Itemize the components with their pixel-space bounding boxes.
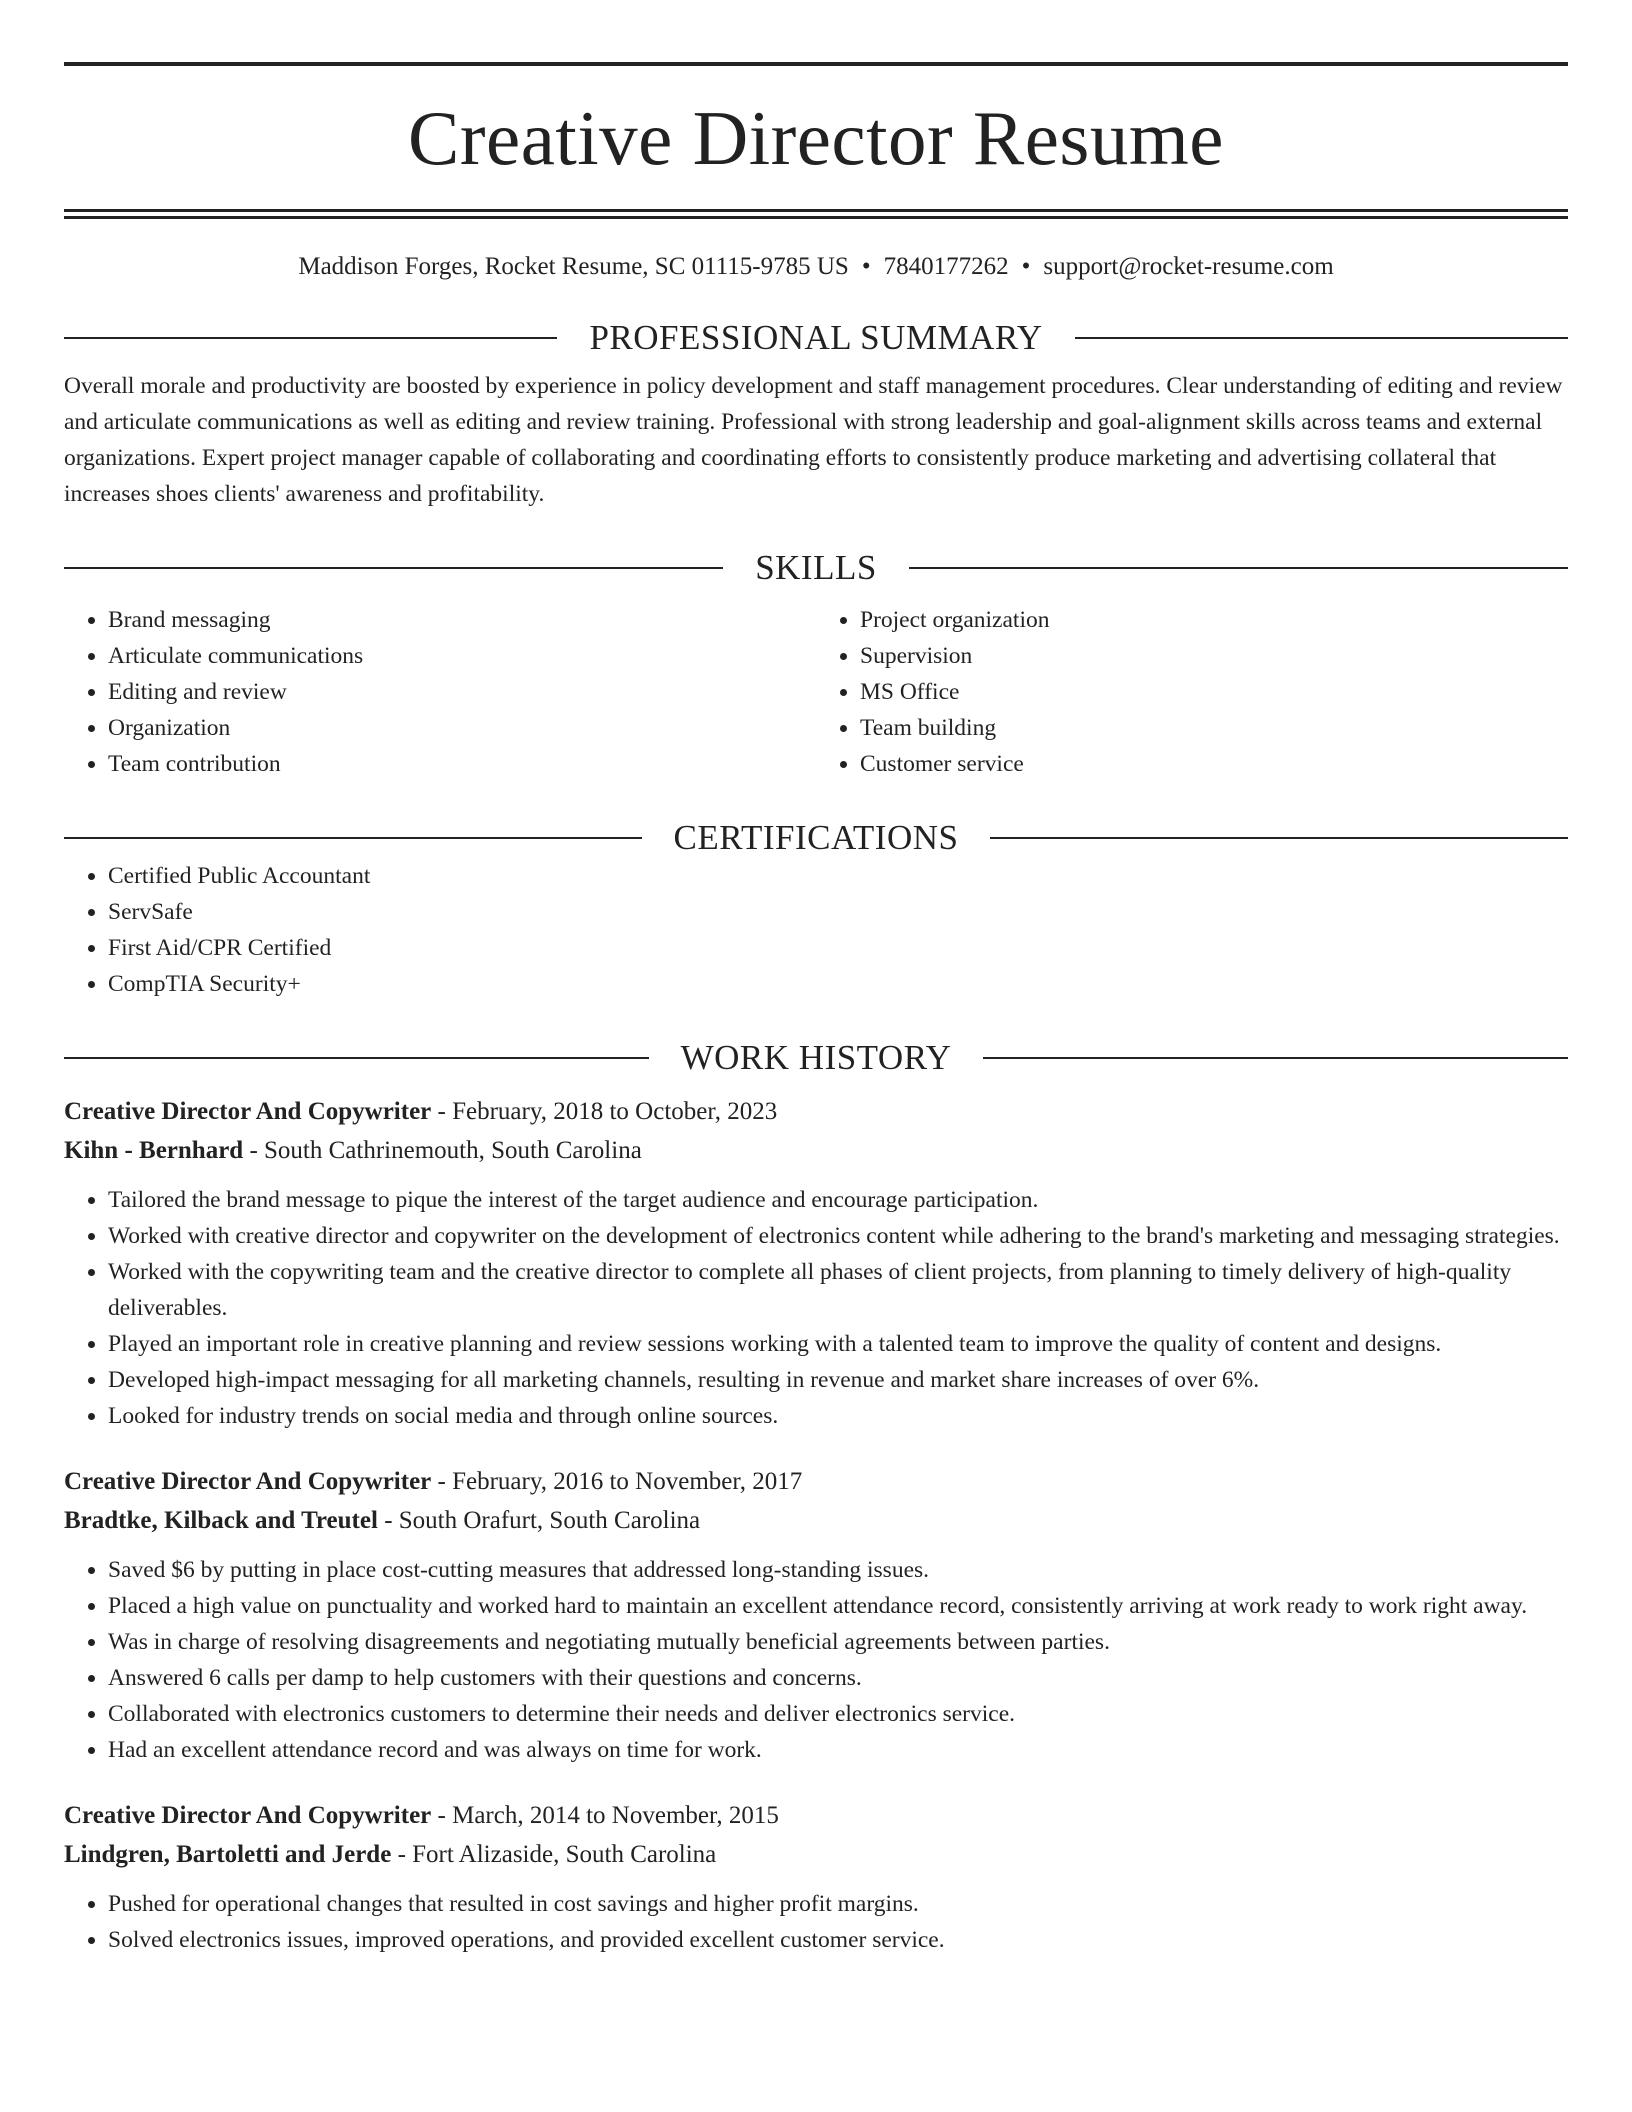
job-entry: [64, 1092, 1568, 1434]
job-title-line: [64, 1796, 1568, 1835]
skill-item: • Team building: [860, 710, 1568, 746]
job-bullet: • Saved $6 by putting in place cost-cutting measures that addressed long-standing issues.: [108, 1552, 1568, 1588]
skill-item: • Customer service: [860, 746, 1568, 782]
job-bullet: • Played an important role in creative planning and review sessions working with a talented team to improve the quality of content and designs.: [108, 1326, 1568, 1362]
skill-item: • Articulate communications: [108, 638, 816, 674]
job-location: - South Orafurt, South Carolina: [377, 1507, 701, 1534]
section-title: SKILLS: [755, 548, 877, 587]
job-bullets: [64, 1886, 1568, 1958]
job-title-line: [64, 1092, 1568, 1131]
heading-rule: [983, 1057, 1568, 1059]
skill-item: • Brand messaging: [108, 602, 816, 638]
job-bullet: • Placed a high value on punctuality and worked hard to maintain an excellent attendance record, consistently arriving at work ready to work right away.: [108, 1588, 1568, 1624]
certification-item: • ServSafe: [108, 894, 1568, 930]
job-company-line: [64, 1501, 1568, 1540]
job-bullets: [64, 1552, 1568, 1768]
contact-line: [64, 252, 1568, 282]
job-company-line: [64, 1835, 1568, 1874]
certifications-list: [64, 858, 1568, 1002]
contact-separator: •: [1021, 253, 1031, 280]
contact-separator: •: [861, 253, 871, 280]
certification-item: • CompTIA Security+: [108, 966, 1568, 1002]
skills-list: [64, 602, 1568, 782]
skills-column-right: [816, 602, 1568, 782]
heading-rule: [64, 567, 723, 569]
job-bullet: • Solved electronics issues, improved operations, and provided excellent customer service.: [108, 1922, 1568, 1958]
section-heading-certifications: [64, 818, 1568, 858]
job-company: Lindgren, Bartoletti and Jerde: [64, 1841, 392, 1868]
job-bullet: • Looked for industry trends on social media and through online sources.: [108, 1398, 1568, 1434]
skill-item: • Team contribution: [108, 746, 816, 782]
heading-rule: [990, 837, 1568, 839]
section-title: WORK HISTORY: [680, 1038, 952, 1077]
heading-rule: [64, 337, 557, 339]
skill-item: • Supervision: [860, 638, 1568, 674]
job-title-line: [64, 1462, 1568, 1501]
heading-rule: [64, 1057, 649, 1059]
section-heading-work-history: [64, 1038, 1568, 1078]
job-bullet: • Collaborated with electronics customers to determine their needs and deliver electronics service.: [108, 1696, 1568, 1732]
job-location: - South Cathrinemouth, South Carolina: [243, 1137, 642, 1164]
job-company: Bradtke, Kilback and Treutel: [64, 1507, 378, 1534]
job-entry: [64, 1796, 1568, 1958]
contact-phone: 7840177262: [883, 253, 1009, 280]
job-bullet: • Answered 6 calls per damp to help customers with their questions and concerns.: [108, 1660, 1568, 1696]
heading-rule: [1075, 337, 1568, 339]
job-location: - Fort Alizaside, South Carolina: [391, 1841, 717, 1868]
skill-item: • Organization: [108, 710, 816, 746]
skill-item: • MS Office: [860, 674, 1568, 710]
certification-item: • First Aid/CPR Certified: [108, 930, 1568, 966]
skill-item: • Project organization: [860, 602, 1568, 638]
job-company: Kihn - Bernhard: [64, 1137, 244, 1164]
section-heading-skills: [64, 548, 1568, 588]
job-entry: [64, 1462, 1568, 1768]
heading-rule: [909, 567, 1568, 569]
job-dates: - March, 2014 to November, 2015: [431, 1802, 779, 1829]
job-bullet: • Worked with the copywriting team and the creative director to complete all phases of client projects, from planning to timely delivery of high-quality deliverables.: [108, 1254, 1568, 1326]
summary-paragraph: Overall morale and productivity are boosted by experience in policy development and staff management procedures. Clear understanding of editing and review and articulate communications as well as editing and review training. Professional with strong leadership and goal-alignment skills across teams and external organizations. Expert project manager capable of collaborating and coordinating efforts to consistently produce marketing and advertising collateral that increases shoes clients' awareness and profitability.: [64, 373, 1563, 507]
job-bullet: • Pushed for operational changes that resulted in cost savings and higher profit margins.: [108, 1886, 1568, 1922]
job-dates: - February, 2018 to October, 2023: [431, 1098, 778, 1125]
section-title: PROFESSIONAL SUMMARY: [589, 318, 1043, 357]
section-heading-summary: [64, 318, 1568, 358]
certification-item: • Certified Public Accountant: [108, 858, 1568, 894]
contact-address: Maddison Forges, Rocket Resume, SC 01115-9785 US: [298, 253, 849, 280]
job-title: Creative Director And Copywriter: [64, 1802, 432, 1829]
skills-column-left: [64, 602, 816, 782]
heading-rule: [64, 837, 642, 839]
job-bullet: • Had an excellent attendance record and was always on time for work.: [108, 1732, 1568, 1768]
contact-email[interactable]: support@rocket-resume.com: [1043, 253, 1334, 280]
job-title: Creative Director And Copywriter: [64, 1098, 432, 1125]
job-company-line: [64, 1131, 1568, 1170]
job-bullet: • Was in charge of resolving disagreements and negotiating mutually beneficial agreements between parties.: [108, 1624, 1568, 1660]
section-title: CERTIFICATIONS: [673, 818, 959, 857]
page-title: Creative Director Resume: [408, 95, 1224, 181]
skill-item: • Editing and review: [108, 674, 816, 710]
job-bullet: • Worked with creative director and copywriter on the development of electronics content while adhering to the brand's marketing and messaging strategies.: [108, 1218, 1568, 1254]
job-title: Creative Director And Copywriter: [64, 1468, 432, 1495]
title-double-rule: [64, 209, 1568, 219]
job-bullets: [64, 1182, 1568, 1434]
top-rule: [64, 62, 1568, 66]
job-bullet: • Tailored the brand message to pique the interest of the target audience and encourage participation.: [108, 1182, 1568, 1218]
job-dates: - February, 2016 to November, 2017: [431, 1468, 803, 1495]
job-bullet: • Developed high-impact messaging for all marketing channels, resulting in revenue and market share increases of over 6%.: [108, 1362, 1568, 1398]
